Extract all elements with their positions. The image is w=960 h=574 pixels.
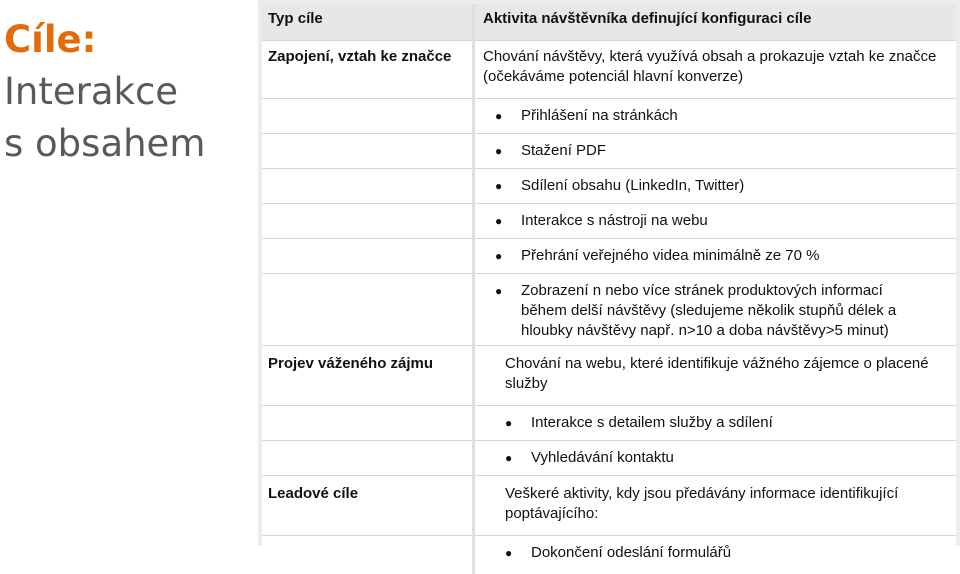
bullet-icon: ● [505,543,531,563]
slide-title [4,14,254,170]
bullet-icon: ● [495,176,521,196]
bullet-icon: ● [495,246,521,266]
goals-table [262,4,956,574]
goal-type-cell: Projev váženého zájmu [262,346,474,406]
title-main: Cíle: [4,14,254,66]
table-row [262,476,956,536]
list-item: Dokončení odeslání formulářů [531,543,941,563]
table-header-row [262,4,956,41]
table-row [262,536,956,574]
header-activity: Aktivita návštěvníka definující konfiguraci cíle [474,4,957,41]
bullet-icon: ● [495,141,521,161]
table-row [262,204,956,239]
list-item: Interakce s nástroji na webu [521,211,931,231]
list-item: Zobrazení n nebo více stránek produktových informací během delší návštěvy (sledujeme několik stupňů délek a hloubky návštěvy např. n>10 a doba návštěvy>5 minut) [521,281,931,341]
header-goal-type: Typ cíle [262,4,474,41]
table-row [262,441,956,476]
table-row [262,41,956,99]
bullet-icon: ● [495,106,521,126]
table-row [262,134,956,169]
goal-type-cell: Leadové cíle [262,476,474,536]
goal-description-cell: Veškeré aktivity, kdy jsou předávány informace identifikující poptávajícího: [474,476,957,536]
goals-table-container [258,0,960,546]
list-item: Stažení PDF [521,141,931,161]
bullet-icon: ● [495,211,521,231]
list-item: Přihlášení na stránkách [521,106,931,126]
list-item: Vyhledávání kontaktu [531,448,941,468]
table-row [262,169,956,204]
table-row [262,274,956,346]
table-row [262,99,956,134]
list-item: Interakce s detailem služby a sdílení [531,413,941,433]
goal-description-cell: Chování návštěvy, která využívá obsah a prokazuje vztah ke značce (očekáváme potenciál hlavní konverze) [474,41,957,99]
bullet-icon: ● [505,413,531,433]
bullet-icon: ● [495,281,521,301]
table-row [262,346,956,406]
bullet-icon: ● [505,448,531,468]
goal-type-cell: Zapojení, vztah ke značce [262,41,474,99]
list-item: Přehrání veřejného videa minimálně ze 70 % [521,246,931,266]
table-row [262,406,956,441]
table-row [262,239,956,274]
list-item: Sdílení obsahu (LinkedIn, Twitter) [521,176,931,196]
title-line-2: Interakce [4,66,254,118]
title-line-3: s obsahem [4,118,254,170]
goal-description-cell: Chování na webu, které identifikuje vážného zájemce o placené služby [474,346,957,406]
